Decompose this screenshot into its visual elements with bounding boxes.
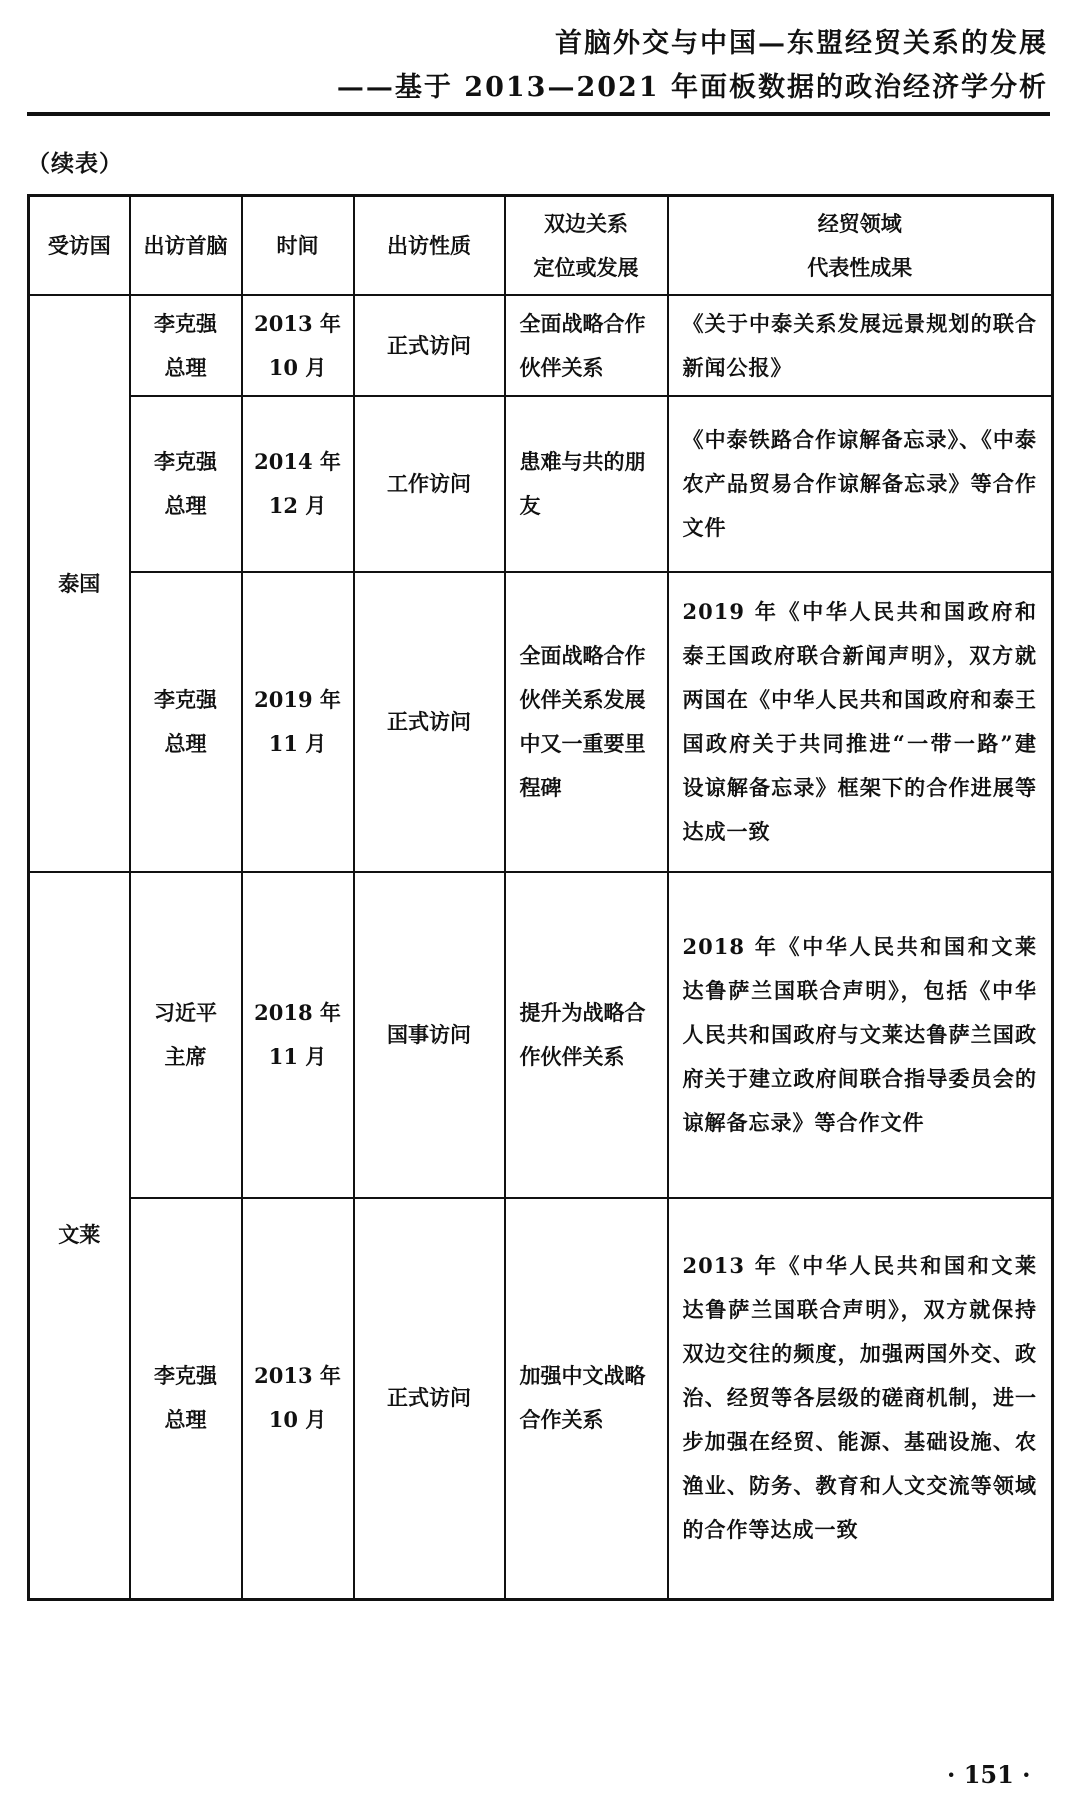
time-cell: 2013 年 10 月 <box>242 295 354 396</box>
table-row <box>29 1198 1053 1599</box>
header-rule <box>27 112 1050 116</box>
time-cell: 2018 年 11 月 <box>242 872 354 1198</box>
time-cell: 2019 年 11 月 <box>242 572 354 872</box>
header-relation: 双边关系 定位或发展 <box>505 196 668 296</box>
leader-cell: 李克强 总理 <box>130 572 242 872</box>
table-row <box>29 295 1053 396</box>
leader-cell: 李克强 总理 <box>130 396 242 572</box>
relation-cell: 患难与共的朋友 <box>505 396 668 572</box>
nature-cell: 正式访问 <box>354 295 505 396</box>
table-row <box>29 396 1053 572</box>
leader-cell: 习近平 主席 <box>130 872 242 1198</box>
result-cell: 《关于中泰关系发展远景规划的联合新闻公报》 <box>668 295 1053 396</box>
header-nature: 出访性质 <box>354 196 505 296</box>
country-cell: 泰国 <box>29 295 130 872</box>
time-cell: 2013 年 10 月 <box>242 1198 354 1599</box>
nature-cell: 国事访问 <box>354 872 505 1198</box>
relation-cell: 全面战略合作伙伴关系发展中又一重要里程碑 <box>505 572 668 872</box>
header-leader: 出访首脑 <box>130 196 242 296</box>
result-cell: 2019 年《中华人民共和国政府和泰王国政府联合新闻声明》，双方就两国在《中华人民共和国政府和泰王国政府关于共同推进“一带一路”建设谅解备忘录》框架下的合作进展等达成一致 <box>668 572 1053 872</box>
table-row <box>29 572 1053 872</box>
visits-table <box>27 194 1054 1601</box>
header-result: 经贸领域 代表性成果 <box>668 196 1053 296</box>
header-time: 时间 <box>242 196 354 296</box>
time-cell: 2014 年 12 月 <box>242 396 354 572</box>
relation-cell: 全面战略合作伙伴关系 <box>505 295 668 396</box>
nature-cell: 正式访问 <box>354 1198 505 1599</box>
page-number: · 151 · <box>947 1760 1031 1789</box>
nature-cell: 工作访问 <box>354 396 505 572</box>
nature-cell: 正式访问 <box>354 572 505 872</box>
result-cell: 2013 年《中华人民共和国和文莱达鲁萨兰国联合声明》，双方就保持双边交往的频度，加强两国外交、政治、经贸等各层级的磋商机制，进一步加强在经贸、能源、基础设施、农渔业、防务、教育和人文交流等领域的合作等达成一致 <box>668 1198 1053 1599</box>
result-cell: 2018 年《中华人民共和国和文莱达鲁萨兰国联合声明》，包括《中华人民共和国政府与文莱达鲁萨兰国政府关于建立政府间联合指导委员会的谅解备忘录》等合作文件 <box>668 872 1053 1198</box>
running-head-subtitle: ——基于 2013—2021 年面板数据的政治经济学分析 <box>336 72 1048 103</box>
running-head <box>337 22 1048 110</box>
country-cell: 文莱 <box>29 872 130 1599</box>
table-continued-label: （续表） <box>27 150 123 177</box>
leader-cell: 李克强 总理 <box>130 295 242 396</box>
running-head-title: 首脑外交与中国—东盟经贸关系的发展 <box>555 28 1048 59</box>
result-cell: 《中泰铁路合作谅解备忘录》、《中泰农产品贸易合作谅解备忘录》等合作文件 <box>668 396 1053 572</box>
relation-cell: 提升为战略合作伙伴关系 <box>505 872 668 1198</box>
header-country: 受访国 <box>29 196 130 296</box>
relation-cell: 加强中文战略合作关系 <box>505 1198 668 1599</box>
leader-cell: 李克强 总理 <box>130 1198 242 1599</box>
table-header-row <box>29 196 1053 296</box>
table-row <box>29 872 1053 1198</box>
